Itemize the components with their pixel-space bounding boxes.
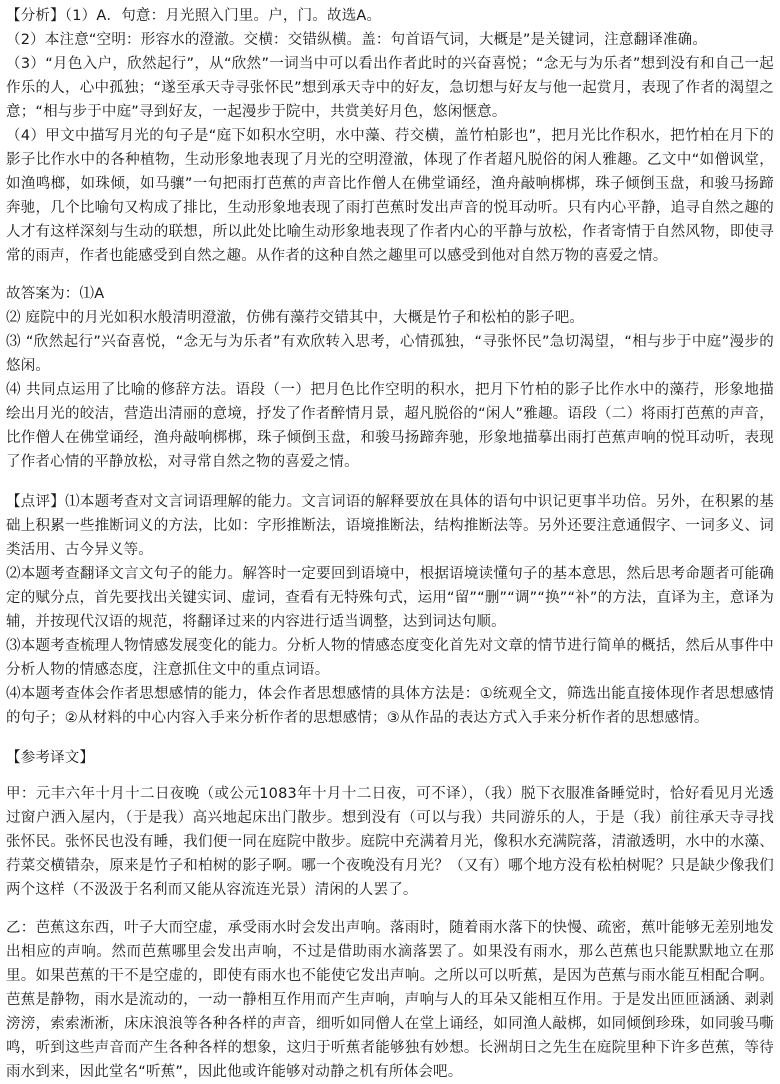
comment-section bbox=[6, 490, 774, 730]
analysis-paragraph-4: （4）甲文中描写月光的句子是“庭下如积水空明，水中藻、荇交横，盖竹柏影也”，把月光比作积水，把竹柏在月下的影子比作水中的各种植物，生动形象地表现了月光的空明澄澈，体现了作者超凡脱俗的闲人雅趣。乙文中“如僧讽堂，如渔鸣榔，如珠倾，如马骧”一句把雨打芭蕉的声音比作僧人在佛堂诵经，渔舟敲响梆梆，珠子倾倒玉盘，和骏马扬蹄奔驰，几个比喻句又构成了排比，生动形象地表现了雨打芭蕉时发出声音的悦耳动听。只有内心平静，追寻自然之趣的人才有这样深刻与生动的联想，所以此处比喻生动形象地表现了作者内心的平静与放松，作者寄情于自然风物，即使寻常的雨声，作者也能感受到自然之趣。从作者的这种自然之趣里可以感受到他对自然万物的喜爱之情。 bbox=[6, 128, 774, 264]
spacer bbox=[6, 902, 774, 916]
answer-paragraph-1: 故答案为：⑴A bbox=[6, 286, 105, 302]
spacer bbox=[6, 268, 774, 282]
translation-section bbox=[6, 746, 774, 1084]
answer-paragraph-4: ⑷ 共同点运用了比喻的修辞方法。语段（一）把月色比作空明的积水，把月下竹柏的影子比作水中的藻荇，形象地描绘出月光的皎洁，营造出清丽的意境，抒发了作者醉情月景，超凡脱俗的“闲人”雅趣。语段（二）将雨打芭蕉的声音，比作僧人在佛堂诵经，渔舟敲响梆梆，珠子倾倒玉盘，和骏马扬蹄奔驰，形象地描摹出雨打芭蕉声响的悦耳动听，表现了作者心情的平静放松，对寻常自然之物的喜爱之情。 bbox=[6, 382, 774, 470]
translation-jia-paragraph: 甲：元丰六年十月十二日夜晚（或公元1083年十月十二日夜，可不译），（我）脱下衣服准备睡觉时，恰好看见月光透过窗户洒入屋内，（于是我）高兴地起床出门散步。想到没有（可以与我）共同游乐的人，于是（我）前往承天寺寻找张怀民。张怀民也没有睡，我们便一同在庭院中散步。庭院中充满着月光，像积水充满院落，清澈透明，水中的水藻、荇菜交横错杂，原来是竹子和柏树的影子啊。哪一个夜晚没有月光？（又有）哪个地方没有松柏树呢？只是缺少像我们两个这样（不汲汲于名利而又能从容流连光景）清闲的人罢了。 bbox=[6, 786, 774, 898]
analysis-paragraph-3: （3）“月色入户，欣然起行”，从“欣然”一词当中可以看出作者此时的兴奋喜悦；“念无与为乐者”想到没有和自己一起作乐的人，心中孤独；“遂至承天寺寻张怀民”想到承天寺中的好友，急切想与好友与他一起赏月，表现了作者的渴望之意；“相与步于中庭”寻到好友，一起漫步于院中，共赏美好月色，悠闲惬意。 bbox=[6, 56, 774, 120]
translation-yi-paragraph: 乙：芭蕉这东西，叶子大而空虚，承受雨水时会发出声响。落雨时，随着雨水落下的快慢、疏密，蕉叶能够无差别地发出相应的声响。然而芭蕉哪里会发出声响，不过是借助雨水滴落罢了。如果没有雨水，那么芭蕉也只能默默地立在那里。如果芭蕉的干不是空虚的，即使有雨水也不能使它发出声响。之所以可以听蕉，是因为芭蕉与雨水能互相配合啊。芭蕉是静物，雨水是流动的，一动一静相互作用而产生声响，声响与人的耳朵又能相互作用。于是发出匝匝涵涵、剥剥滂滂，索索淅淅，床床浪浪等各种各样的声音，细听如同僧人在堂上诵经，如同渔人敲梆，如同倾倒珍珠，如同骏马嘶鸣，听到这些声音而产生各种各样的想象，这归于听蕉者能够独有妙想。长洲胡日之先生在庭院里种下许多芭蕉，等待雨水到来，因此堂名“听蕉”，因此他或许能够对动静之机有所体会吧。 bbox=[6, 920, 774, 1080]
translation-heading: 【参考译文】 bbox=[6, 750, 95, 766]
answer-section bbox=[6, 282, 774, 474]
comment-paragraph-1: 【点评】⑴本题考查对文言词语理解的能力。文言词语的解释要放在具体的语句中识记更事半功倍。另外，在积累的基础上积累一些推断词义的方法，比如：字形推断法，语境推断法，结构推断法等。另外还要注意通假字、一词多义、词类活用、古今异义等。 bbox=[6, 494, 774, 558]
comment-paragraph-3: ⑶本题考查梳理人物情感发展变化的能力。分析人物的情感态度变化首先对文章的情节进行简单的概括，然后从事件中分析人物的情感态度，注意抓住文中的重点词语。 bbox=[6, 638, 774, 678]
analysis-paragraph-1: 【分析】（1）A．句意：月光照入门里。户，门。故选A。 bbox=[6, 8, 382, 24]
analysis-section bbox=[6, 4, 774, 268]
answer-paragraph-3: ⑶ “欣然起行”兴奋喜悦，“念无与为乐者”有欢欣转入思考，心情孤独，“寻张怀民”急切渴望，“相与步于中庭”漫步的悠闲。 bbox=[6, 334, 774, 374]
spacer bbox=[6, 730, 774, 746]
spacer bbox=[6, 770, 774, 782]
comment-paragraph-4: ⑷本题考查体会作者思想感情的能力，体会作者思想感情的具体方法是：①统观全文，筛选出能直接体现作者思想感情的句子；②从材料的中心内容入手来分析作者的思想感情；③从作品的表达方式入手来分析作者的思想感情。 bbox=[6, 686, 774, 726]
answer-paragraph-2: ⑵ 庭院中的月光如积水般清明澄澈，仿佛有藻荇交错其中，大概是竹子和松柏的影子吧。 bbox=[6, 310, 585, 326]
spacer bbox=[6, 474, 774, 490]
comment-paragraph-2: ⑵本题考查翻译文言文句子的能力。解答时一定要回到语境中，根据语境读懂句子的基本意思，然后思考命题者可能确定的赋分点，首先要找出关键实词、虚词，查看有无特殊句式，运用“留”“删”“调”“换”“补”的方法，直译为主，意译为辅，并按现代汉语的规范，将翻译过来的内容进行适当调整，达到词达句顺。 bbox=[6, 566, 775, 630]
analysis-paragraph-2: （2）本注意“空明：形容水的澄澈。交横：交错纵横。盖：句首语气词，大概是”是关键词，注意翻译准确。 bbox=[6, 32, 708, 48]
